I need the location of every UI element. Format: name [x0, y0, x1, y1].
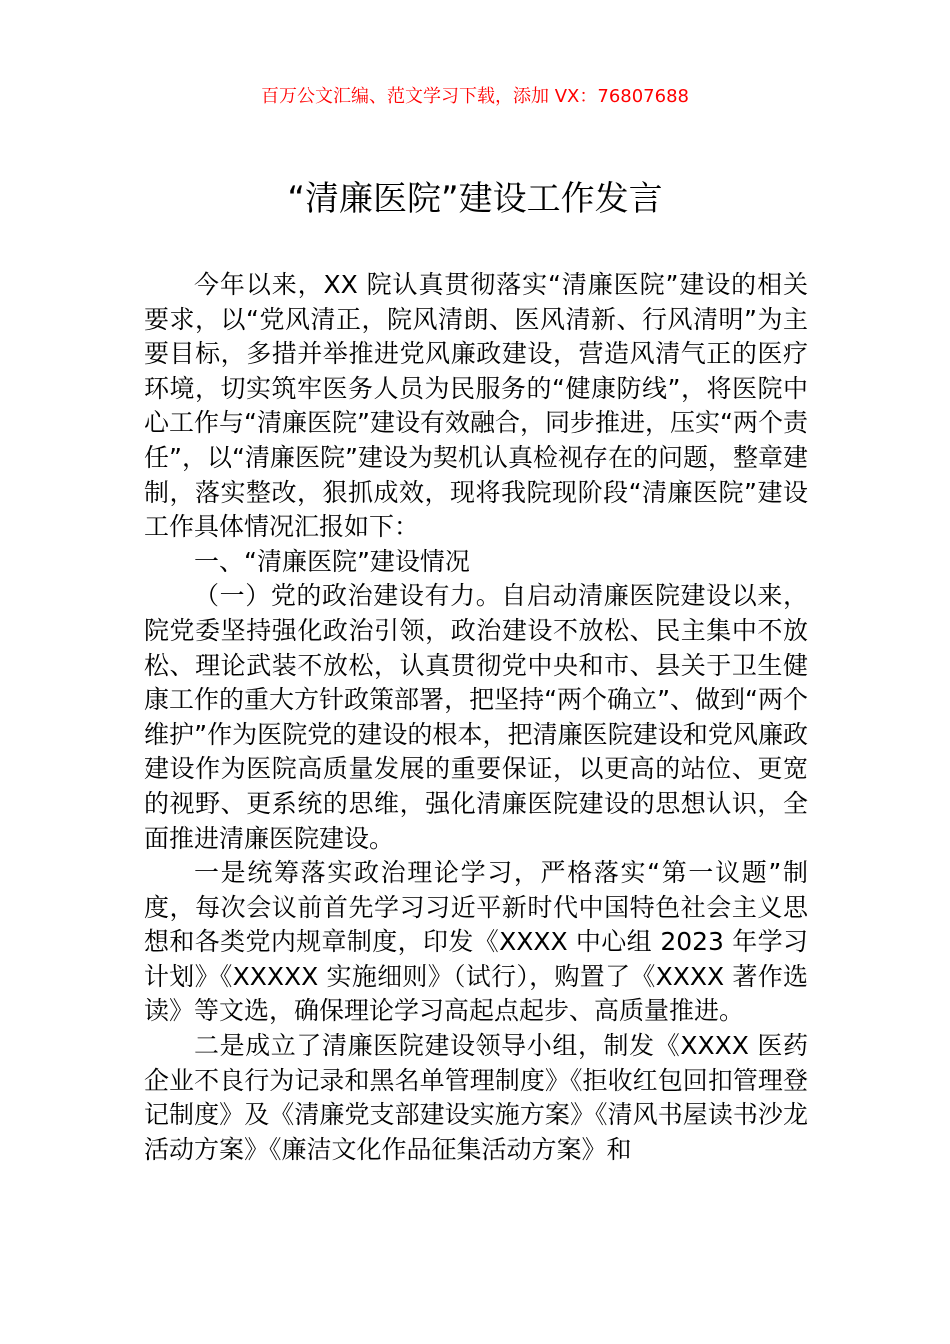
paragraph-theory-study: 一是统筹落实政治理论学习，严格落实“第一议题”制度，每次会议前首先学习习近平新时代中国特色社会主义思想和各类党内规章制度，印发《XXXX 中心组 2023 年学习计划》《XXXXX 实施细则》（试行），购置了《XXXX 著作选读》等文选，确保理论学习高起点起步、高质量推进。: [144, 858, 808, 1026]
paragraph-intro: 今年以来，XX 院认真贯彻落实“清廉医院”建设的相关要求，以“党风清正，院风清朗、医风清新、行风清明”为主要目标，多措并举推进党风廉政建设，营造风清气正的医疗环境，切实筑牢医务人员为民服务的“健康防线”，将医院中心工作与“清廉医院”建设有效融合，同步推进，压实“两个责任”，以“清廉医院”建设为契机认真检视存在的问题，整章建制，落实整改，狠抓成效，现将我院现阶段“清廉医院”建设工作具体情况汇报如下：: [144, 270, 808, 542]
promo-header: 百万公文汇编、范文学习下载，添加 VX：76807688: [261, 86, 689, 107]
paragraph-political-building: （一）党的政治建设有力。自启动清廉医院建设以来，院党委坚持强化政治引领，政治建设不放松、民主集中不放松、理论武装不放松，认真贯彻党中央和市、县关于卫生健康工作的重大方针政策部署，把坚持“两个确立”、做到“两个维护”作为医院党的建设的根本，把清廉医院建设和党风廉政建设作为医院高质量发展的重要保证，以更高的站位、更宽的视野、更系统的思维，强化清廉医院建设的思想认识，全面推进清廉医院建设。: [144, 581, 808, 853]
paragraph-leading-group: 二是成立了清廉医院建设领导小组，制发《XXXX 医药企业不良行为记录和黑名单管理制度》《拒收红包回扣管理登记制度》及《清廉党支部建设实施方案》《清风书屋读书沙龙活动方案》《廉洁文化作品征集活动方案》和: [144, 1031, 808, 1164]
document-body: [144, 268, 808, 1167]
page-title: “清廉医院”建设工作发言: [287, 179, 663, 219]
section-heading: 一、“清廉医院”建设情况: [194, 546, 470, 576]
